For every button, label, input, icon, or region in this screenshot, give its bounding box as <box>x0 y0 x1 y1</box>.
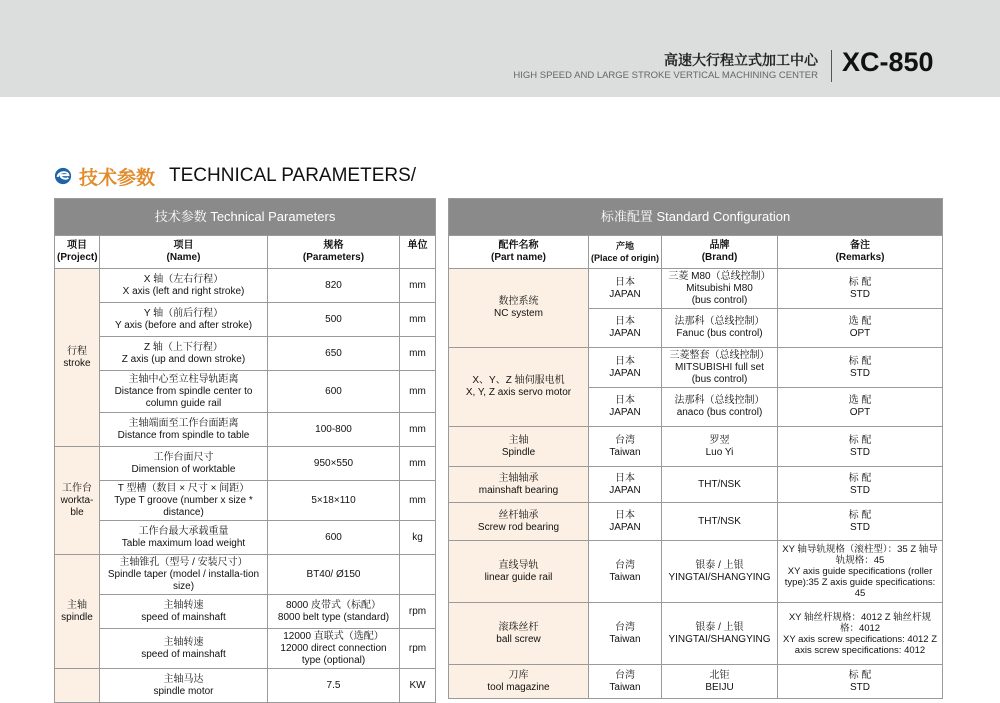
col-parameters: 规格 (Parameters) <box>268 236 400 269</box>
col-name: 项目 (Name) <box>100 236 268 269</box>
model-number: XC-850 <box>842 47 934 77</box>
col-project: 项目 (Project) <box>55 236 100 269</box>
table-row: 丝杆轴承 Screw rod bearing 日本 JAPAN THT/NSK 标 配 STD <box>449 503 943 541</box>
table-row: 主轴 spindle 主轴锥孔（型号 / 安装尺寸） Spindle taper (model / installa-tion size) BT40/ Ø150 <box>55 555 436 595</box>
col-brand: 品牌 (Brand) <box>662 236 778 269</box>
table-row: 主轴轴承 mainshaft bearing 日本 JAPAN THT/NSK 标 配 STD <box>449 467 943 503</box>
table-row: 刀库 tool magazine 台湾 Taiwan 北钜 BEIJU 标 配 STD <box>449 665 943 699</box>
section-title-cn: 技术参数 <box>79 167 156 189</box>
section-title-en: TECHNICAL PARAMETERS/ <box>169 165 417 186</box>
table-row: 工作台最大承载重量 Table maximum load weight 600 kg <box>55 521 436 555</box>
group-stroke: 行程 stroke <box>55 269 100 447</box>
header-title-cn: 高速大行程立式加工中心 <box>664 52 818 68</box>
table-row: 数控系统 NC system 日本 JAPAN 三菱 M80（总线控制） Mitsubishi M80 (bus control) 标 配 STD <box>449 269 943 309</box>
tech-title-cn: 技术参数 <box>154 209 207 224</box>
table-row: T 型槽（数目 × 尺寸 × 间距） Type T groove (number x size * distance) 5×18×110 mm <box>55 481 436 521</box>
table-row: X、Y、Z 轴伺服电机 X, Y, Z axis servo motor 日本 JAPAN 三菱整套（总线控制） MITSUBISHI full set (bus control) 标 配 STD <box>449 348 943 388</box>
table-row: 主轴端面至工作台面距离 Distance from spindle to table 100-800 mm <box>55 413 436 447</box>
col-part-name: 配件名称 (Part name) <box>449 236 589 269</box>
section-title <box>54 162 416 190</box>
table-row: 行程 stroke X 轴（左右行程） X axis (left and right stroke) 820 mm <box>55 269 436 303</box>
table-row: 日本 JAPAN 法那科（总线控制） Fanuc (bus control) 选 配 OPT <box>449 309 943 348</box>
brand-logo-icon <box>54 167 72 185</box>
table-row: 主轴 Spindle 台湾 Taiwan 罗翌 Luo Yi 标 配 STD <box>449 427 943 467</box>
standard-configuration-table <box>448 198 943 699</box>
table-row: Y 轴（前后行程） Y axis (before and after stroke) 500 mm <box>55 303 436 337</box>
table-row: 主轴转速 speed of mainshaft 12000 直联式（选配） 12000 direct connection type (optional) rpm <box>55 629 436 669</box>
header-divider <box>831 50 832 82</box>
page-header <box>0 0 1000 97</box>
tech-title-en: Technical Parameters <box>210 209 336 224</box>
col-origin: 产地 (Place of origin) <box>589 236 662 269</box>
col-remarks: 备注 (Remarks) <box>778 236 943 269</box>
config-title-cn: 标准配置 <box>600 209 653 224</box>
col-unit: 单位 <box>400 236 436 269</box>
table-row: 主轴中心至立柱导轨距离 Distance from spindle center to column guide rail 600 mm <box>55 371 436 413</box>
header-title-en: HIGH SPEED AND LARGE STROKE VERTICAL MACHINING CENTER <box>513 70 818 81</box>
group-worktable: 工作台 worktа- ble <box>55 447 100 555</box>
config-title-en: Standard Configuration <box>656 209 791 224</box>
table-row: 直线导轨 linear guide rail 台湾 Taiwan 银泰 / 上银 YINGTAI/SHANGYING XY 轴导轨规格（滚柱型）：35 Z 轴导轨规格：45 XY axis guide specifications (roller type):35 Z axis guide specifications: 45 <box>449 541 943 603</box>
config-table-title <box>449 199 943 236</box>
table-row: 日本 JAPAN 法那科（总线控制） anaco (bus control) 选 配 OPT <box>449 388 943 427</box>
table-row: 工作台 worktа- ble 工作台面尺寸 Dimension of worktable 950×550 mm <box>55 447 436 481</box>
table-row: Z 轴（上下行程） Z axis (up and down stroke) 650 mm <box>55 337 436 371</box>
technical-parameters-table <box>54 198 436 703</box>
group-spindle: 主轴 spindle <box>55 555 100 669</box>
table-row: 主轴马达 spindle motor 7.5 KW <box>55 669 436 703</box>
tech-table-title <box>55 199 436 236</box>
table-row: 主轴转速 speed of mainshaft 8000 皮带式（标配） 8000 belt type (standard) rpm <box>55 595 436 629</box>
table-row: 滚珠丝杆 ball screw 台湾 Taiwan 银泰 / 上银 YINGTAI/SHANGYING XY 轴丝杆规格：4012 Z 轴丝杆规格：4012 XY axis screw specifications: 4012 Z axis screw specifications: 4012 <box>449 603 943 665</box>
